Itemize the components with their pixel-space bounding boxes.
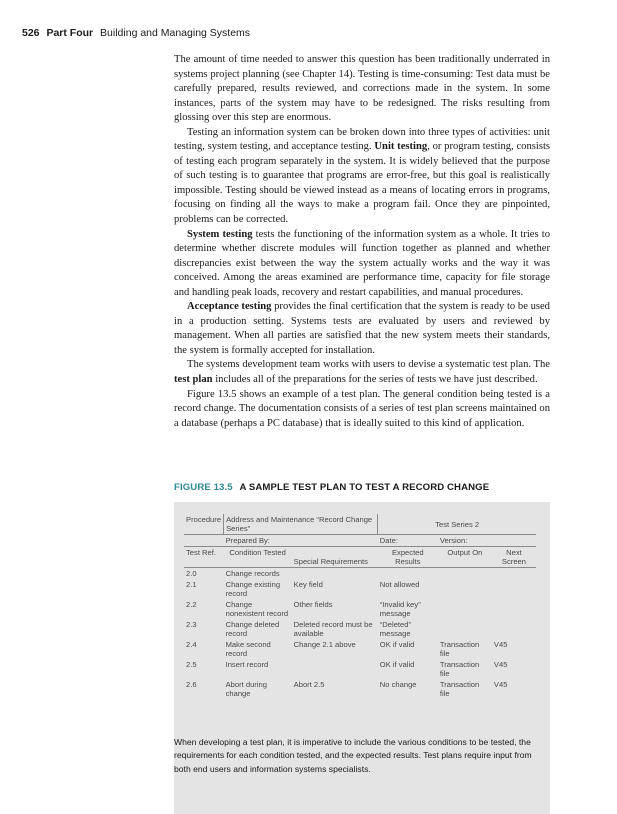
cell-condition: Change existing record [225, 580, 281, 598]
col-expected-results: Expected Results [378, 547, 438, 568]
paragraph-3 [174, 228, 550, 301]
column-header-row [184, 547, 536, 568]
cell-condition: Insert record [225, 660, 269, 669]
figure-caption: When developing a test plan, it is imperative to include the various conditions to be tested, the requirements for each condition tested, and the expected results. Test plans require input from both end users and information systems specialists. [174, 737, 532, 774]
prepared-by-label: Prepared By: [224, 535, 378, 547]
paragraph-4-rest: provides the final certification that the system is ready to be used in a production setting. Systems tests are evaluated by users and reviewed by management. When all parties are satisfied that the new system meets their standards, the system is formally accepted for installation. [174, 301, 550, 356]
col-output-on: Output On [438, 547, 492, 568]
col-test-ref: Test Ref. [184, 547, 224, 568]
spacer-cell [184, 535, 224, 547]
paragraph-5 [174, 358, 550, 387]
cell-ref: 2.1 [186, 580, 197, 589]
table-row [184, 579, 536, 599]
cell-output: Transaction file [439, 660, 480, 678]
paragraph-5-rest: includes all of the preparations for the series of tests we have just described. [212, 374, 538, 386]
cell-output [438, 619, 492, 639]
prepared-row [184, 535, 536, 547]
paragraph-2 [174, 126, 550, 228]
cell-next: V45 [493, 640, 508, 649]
cell-condition: Change records [225, 569, 280, 578]
version-label: Version: [438, 535, 536, 547]
paragraph-6: Figure 13.5 shows an example of a test plan. The general condition being tested is a record change. The documentation consists of a series of test plan screens maintained on a database (perhaps a PC database) that is ideally suited to this kind of application. [174, 388, 550, 429]
cell-ref: 2.2 [186, 600, 197, 609]
term-acceptance-testing: Acceptance testing [187, 301, 272, 313]
cell-output: Transaction file [439, 680, 480, 698]
cell-expected: No change [379, 680, 417, 689]
col-condition: Condition Tested [224, 547, 292, 568]
table-row [184, 568, 536, 580]
cell-requirement: Other fields [293, 600, 333, 609]
cell-output [438, 599, 492, 619]
cell-requirement [292, 659, 378, 679]
table-row [184, 659, 536, 679]
cell-next [492, 599, 536, 619]
cell-requirement: Deleted record must be available [293, 620, 373, 638]
paragraph-4 [174, 300, 550, 358]
cell-expected [378, 568, 438, 580]
col-next-screen: Next Screen [492, 547, 536, 568]
cell-expected: OK if valid [379, 660, 415, 669]
running-header [22, 27, 250, 39]
cell-requirement [292, 568, 378, 580]
cell-condition: Make second record [225, 640, 271, 658]
date-label: Date: [378, 535, 438, 547]
test-plan-table [184, 514, 536, 699]
series-label: Test Series 2 [378, 514, 536, 535]
cell-next: V45 [493, 660, 508, 669]
section-label: Building and Managing Systems [100, 27, 251, 39]
table-row [184, 639, 536, 659]
cell-expected: “Invalid key” message [379, 600, 421, 618]
paragraph-5-intro: The systems development team works with users to devise a systematic test plan. The [187, 359, 550, 371]
cell-next: V45 [493, 680, 508, 689]
term-unit-testing: Unit testing [374, 141, 428, 153]
cell-condition: Abort during change [225, 680, 267, 698]
page-number: 526 [22, 27, 40, 39]
part-label: Part Four [46, 27, 94, 39]
cell-ref: 2.6 [186, 680, 197, 689]
paragraph-1: The amount of time needed to answer this question has been traditionally underrated in systems project planning (see Chapter 14). Testing is time-consuming: Test data must be carefully prepared, results reviewed, and corrections made in the system. In some instances, parts of the system may have to be redesigned. The risks resulting from glossing over this step are enormous. [174, 54, 550, 124]
cell-requirement: Abort 2.5 [293, 680, 325, 689]
cell-condition: Change nonexistent record [225, 600, 289, 618]
cell-ref: 2.5 [186, 660, 197, 669]
term-system-testing: System testing [187, 228, 253, 240]
paragraph-2-intro: Testing an information system can be broken down into three types of activities: unit testing, system testing, and acceptance testing. [174, 126, 550, 153]
cell-output [438, 579, 492, 599]
cell-output: Transaction file [439, 640, 480, 658]
body-text [174, 53, 550, 431]
cell-requirement: Key field [293, 580, 323, 589]
col-special-requirements: Special Requirements [292, 547, 378, 568]
cell-expected: Not allowed [379, 580, 420, 589]
cell-ref: 2.3 [186, 620, 197, 629]
paragraph-2-rest: , or program testing, consists of testing each program separately in the system. It is widely believed that the purpose of such testing is to guarantee that programs are error-free, but this goal is realistically impossible. Testing should be viewed instead as a means of locating errors in programs, focusing on finding all the ways to make a program fail. Once they are pinpointed, problems can be corrected. [174, 141, 551, 226]
table-row [184, 619, 536, 639]
cell-condition: Change deleted record [225, 620, 280, 638]
cell-expected: OK if valid [379, 640, 415, 649]
procedure-row [184, 514, 536, 535]
cell-expected: “Deleted” message [379, 620, 412, 638]
figure-number: FIGURE 13.5 [174, 482, 233, 493]
procedure-label: Procedure [184, 514, 224, 535]
cell-requirement: Change 2.1 above [293, 640, 356, 649]
procedure-value: Address and Maintenance “Record Change Series” [224, 514, 378, 535]
table-row [184, 679, 536, 699]
paragraph-3-rest: tests the functioning of the information system as a whole. It tries to determine whether discrete modules will function together as planned and whether discrepancies exist between the way the system actually works and the way it was conceived. Among the areas examined are performance time, capacity for file storage and handling peak loads, recovery and restart capabilities, and manual procedures. [174, 228, 550, 298]
table-row [184, 599, 536, 619]
term-test-plan: test plan [174, 374, 213, 386]
cell-next [492, 579, 536, 599]
cell-next [492, 619, 536, 639]
figure-title [174, 482, 489, 493]
cell-ref: 2.4 [186, 640, 197, 649]
cell-next [492, 568, 536, 580]
cell-output [438, 568, 492, 580]
figure-heading: A SAMPLE TEST PLAN TO TEST A RECORD CHANGE [239, 482, 490, 493]
cell-ref: 2.0 [186, 569, 197, 578]
